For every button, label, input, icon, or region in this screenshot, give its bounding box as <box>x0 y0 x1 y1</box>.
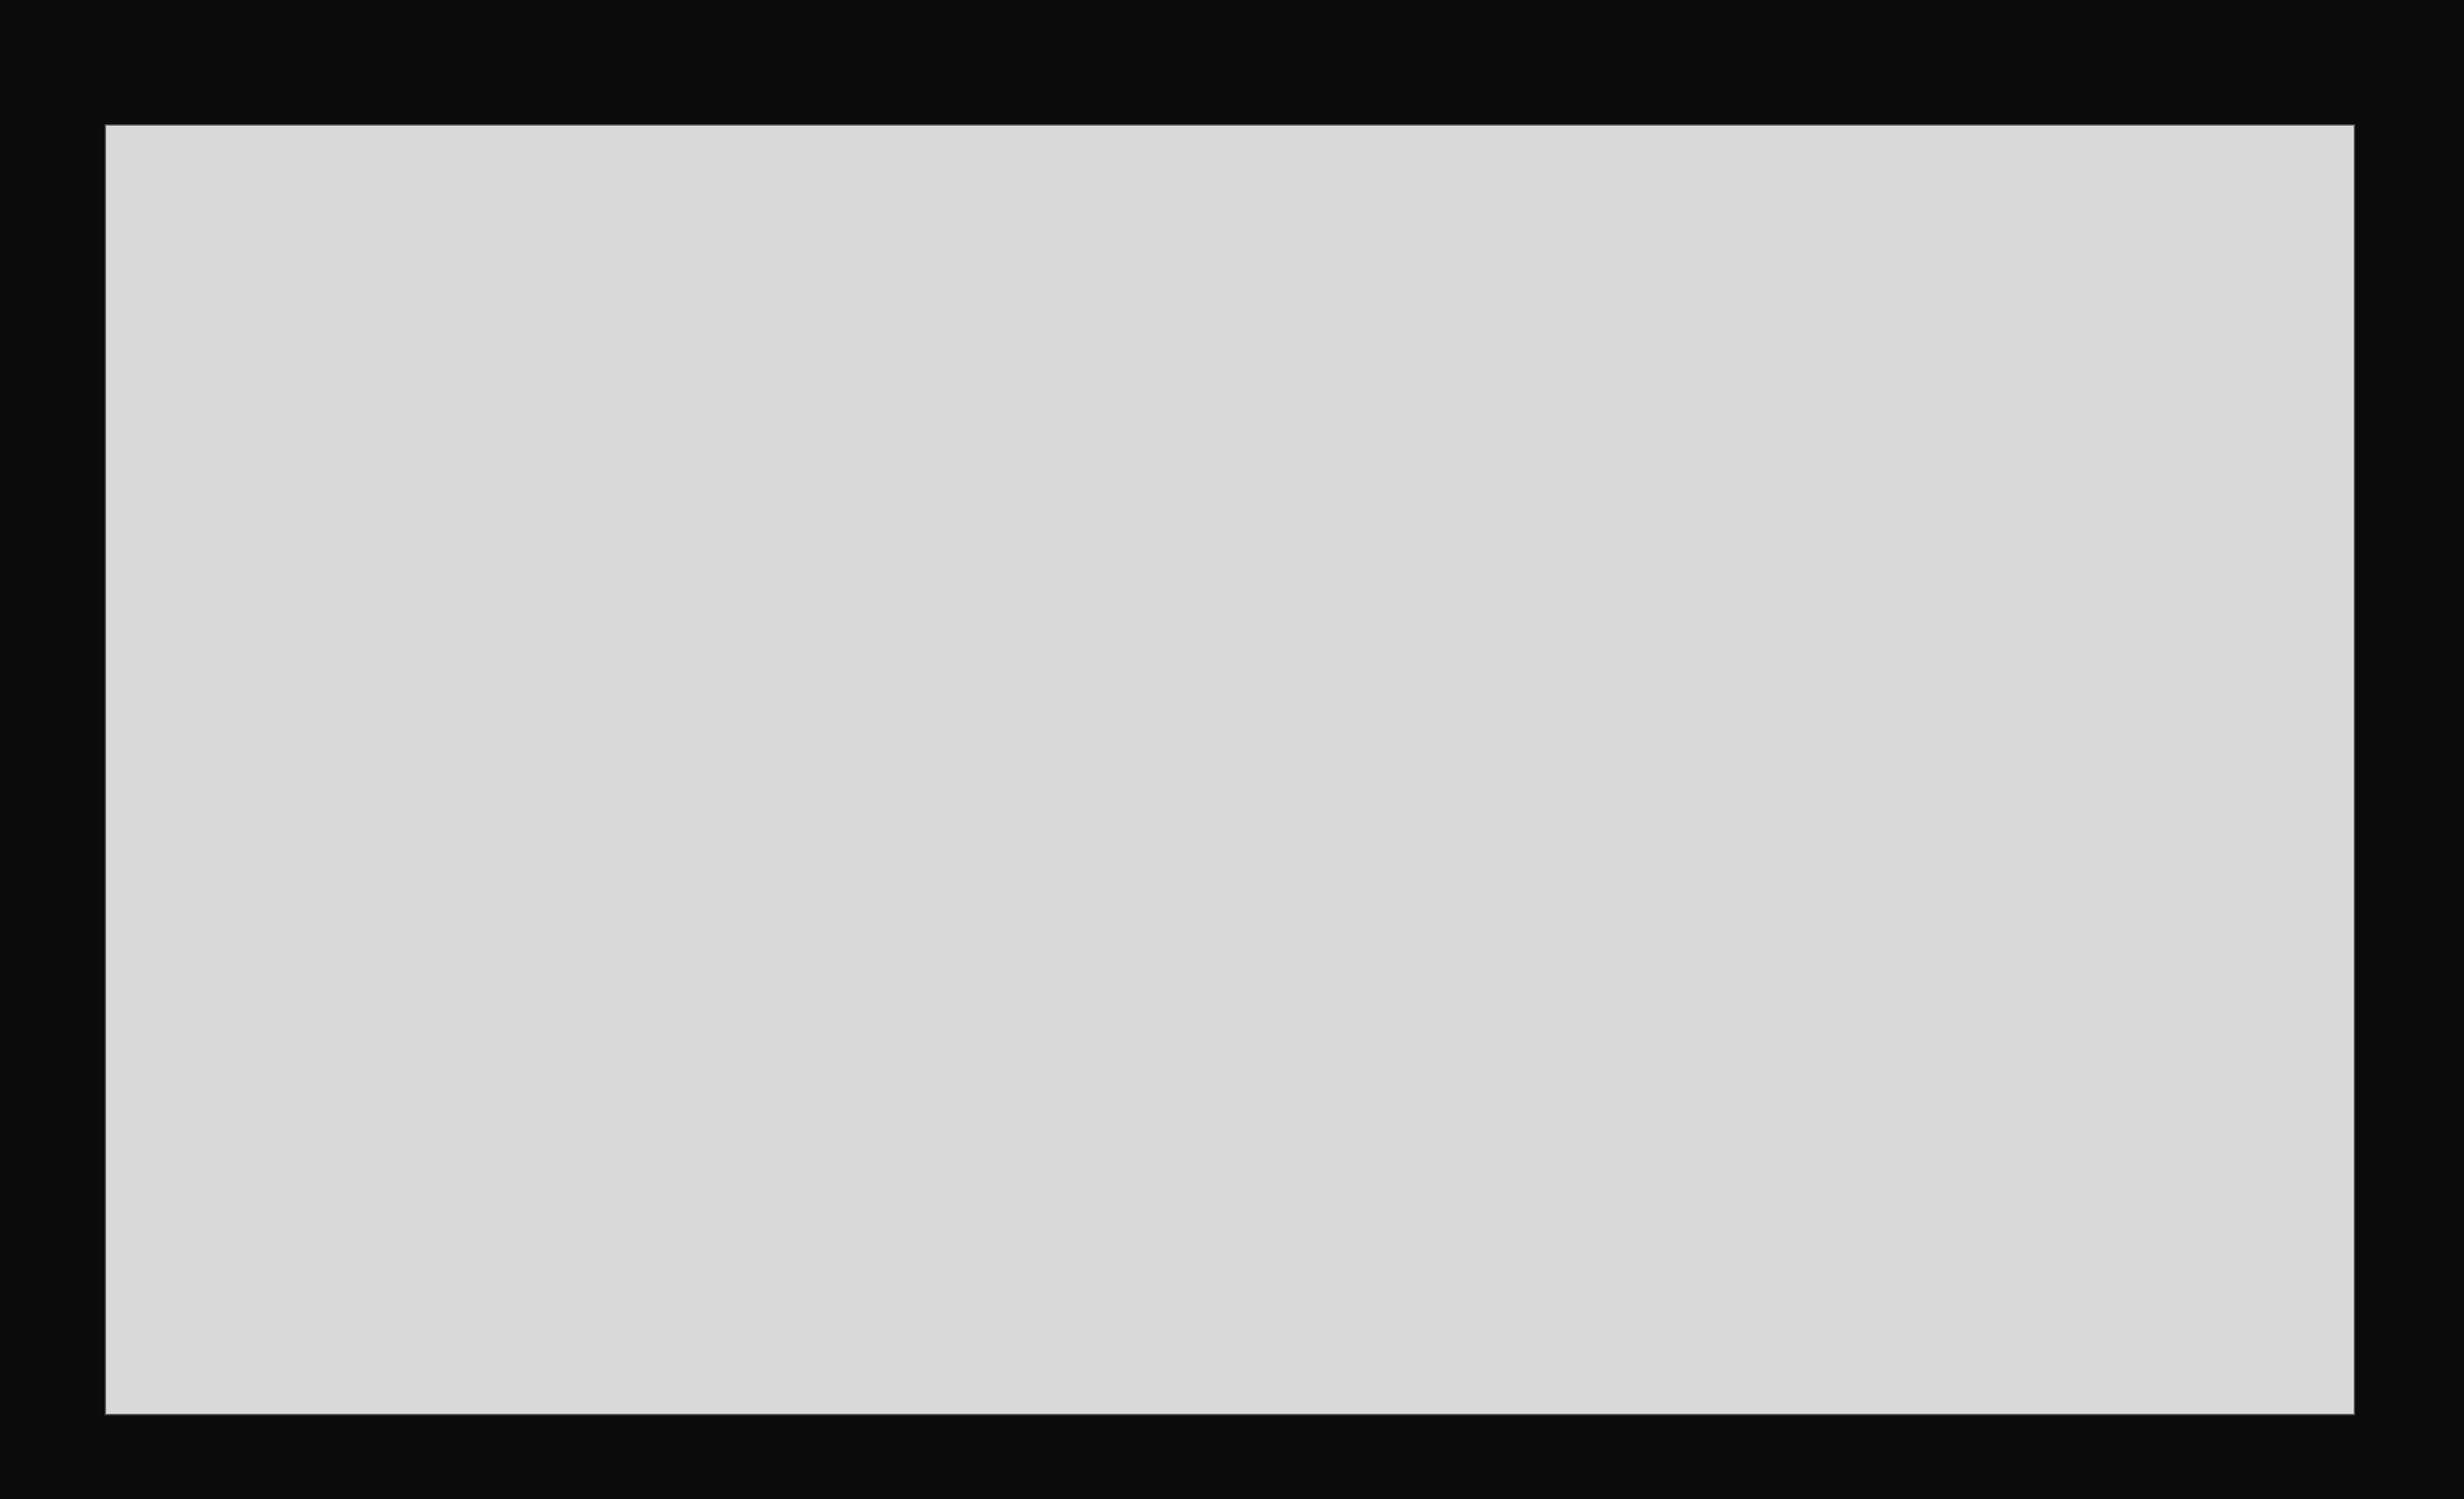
census-card <box>105 124 2355 1415</box>
